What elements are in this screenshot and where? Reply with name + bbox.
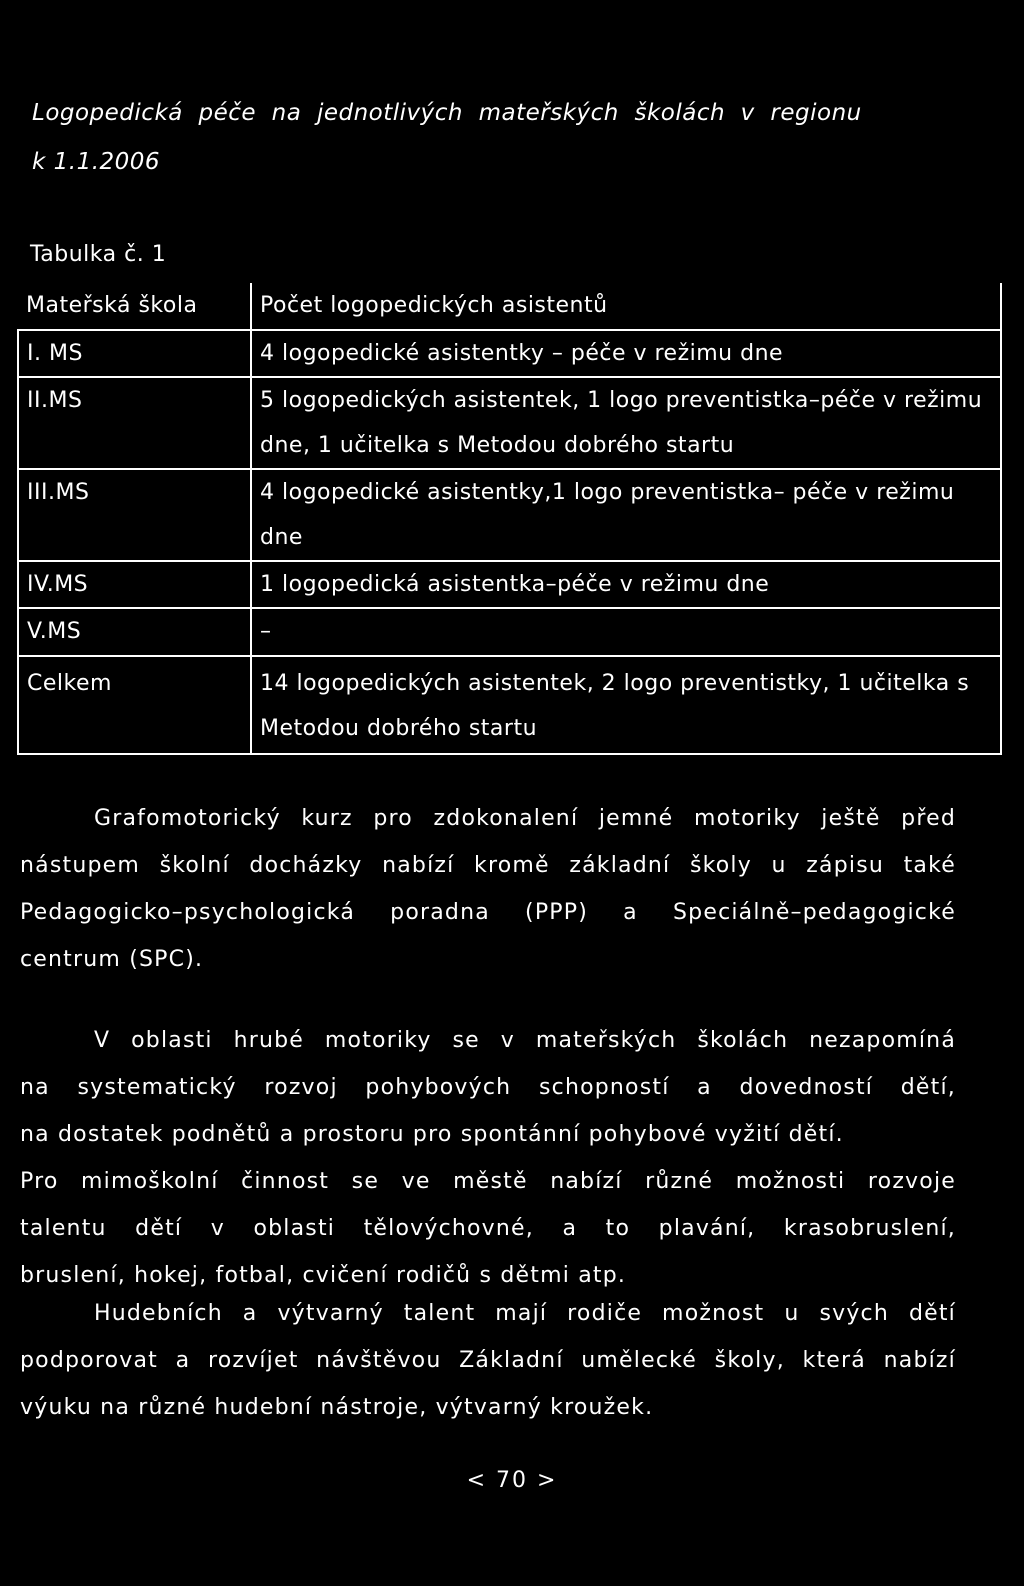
count-cell: – — [251, 608, 1001, 656]
paragraph-line — [20, 1017, 956, 1064]
paragraph-line: bruslení, hokej, fotbal, cvičení rodičů s dětmi atp. — [20, 1263, 627, 1288]
header-count: Počet logopedických asistentů — [251, 283, 1001, 330]
paragraph-grafomotorika — [20, 795, 956, 983]
paragraph-line: podporovat a rozvíjet návštěvou Základní umělecké školy, která nabízí — [20, 1348, 956, 1373]
paragraph-hudebni-talent — [20, 1290, 956, 1431]
paragraph-line: talentu dětí v oblasti tělovýchovné, a to plavání, krasobruslení, — [20, 1216, 956, 1241]
paragraph-line: na systematický rozvoj pohybových schopností a dovedností dětí, — [20, 1075, 956, 1100]
paragraph-line-text: V oblasti hrubé motoriky se v mateřských školách nezapomíná — [94, 1028, 956, 1053]
count-cell: 1 logopedická asistentka–péče v režimu dne — [251, 561, 1001, 608]
paragraph-line: výuku na různé hudební nástroje, výtvarný kroužek. — [20, 1395, 654, 1420]
total-label-cell: Celkem — [18, 656, 251, 754]
paragraph-line: na dostatek podnětů a prostoru pro spontánní pohybové vyžití dětí. — [20, 1122, 844, 1147]
header-school: Mateřská škola — [18, 283, 251, 330]
school-cell: I. MS — [18, 330, 251, 377]
school-cell: V.MS — [18, 608, 251, 656]
table-row — [18, 469, 1001, 561]
table-row — [18, 377, 1001, 469]
table-row — [18, 608, 1001, 656]
table-total-row — [18, 656, 1001, 754]
paragraph-line-text: Grafomotorický kurz pro zdokonalení jemné motoriky ještě před — [94, 806, 956, 831]
school-cell: III.MS — [18, 469, 251, 561]
count-cell: 4 logopedické asistentky – péče v režimu dne — [251, 330, 1001, 377]
paragraph-line — [20, 1290, 956, 1337]
school-cell: II.MS — [18, 377, 251, 469]
paragraph-line: centrum (SPC). — [20, 947, 204, 972]
total-count-cell: 14 logopedických asistentek, 2 logo preventistky, 1 učitelka s Metodou dobrého startu — [251, 656, 1001, 754]
table-header-row — [18, 283, 1001, 330]
table-caption: Tabulka č. 1 — [30, 242, 167, 267]
table-row — [18, 561, 1001, 608]
heading-date: k 1.1.2006 — [32, 149, 161, 175]
heading-title: Logopedická péče na jednotlivých mateřských školách v regionu — [32, 100, 862, 126]
paragraph-line: nástupem školní docházky nabízí kromě základní školy u zápisu také — [20, 853, 956, 878]
count-cell: 5 logopedických asistentek, 1 logo preventistka–péče v režimu dne, 1 učitelka s Metodou dobrého startu — [251, 377, 1001, 469]
paragraph-line-text: Hudebních a výtvarný talent mají rodiče možnost u svých dětí — [94, 1301, 956, 1326]
count-cell: 4 logopedické asistentky,1 logo preventistka– péče v režimu dne — [251, 469, 1001, 561]
paragraph-line: Pro mimoškolní činnost se ve městě nabízí různé možnosti rozvoje — [20, 1169, 956, 1194]
page-number: < 70 > — [466, 1468, 558, 1493]
paragraph-line — [20, 795, 956, 842]
paragraph-hruba-motorika — [20, 1017, 956, 1299]
school-cell: IV.MS — [18, 561, 251, 608]
assistants-table — [17, 283, 1002, 755]
table-row — [18, 330, 1001, 377]
paragraph-line: Pedagogicko–psychologická poradna (PPP) a Speciálně–pedagogické — [20, 900, 956, 925]
